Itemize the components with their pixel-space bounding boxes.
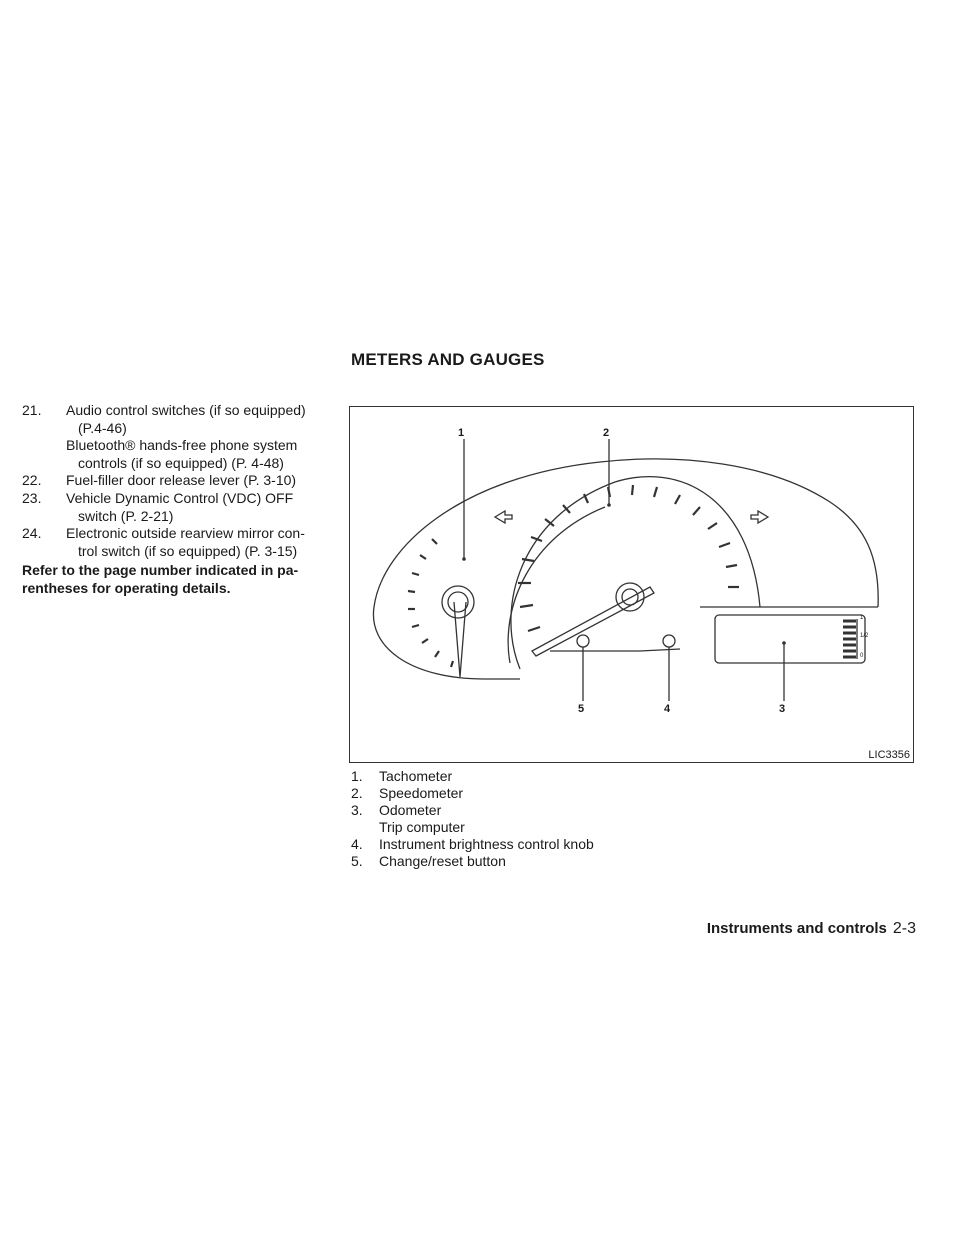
item-line: switch (P. 2-21)	[78, 507, 174, 524]
figure-code: LIC3356	[868, 749, 910, 761]
section-heading: METERS AND GAUGES	[351, 350, 545, 369]
legend-item	[351, 853, 751, 870]
legend-item	[351, 785, 751, 802]
instrument-cluster-figure	[349, 406, 914, 763]
page-number: 2-3	[892, 920, 916, 937]
page-footer	[707, 920, 916, 938]
list-item-22	[22, 472, 334, 490]
list-item-21	[22, 402, 334, 472]
item-line: trol switch (if so equipped) (P. 3-15)	[78, 542, 298, 559]
tachometer-hub	[442, 586, 474, 618]
legend-text: Odometer	[379, 802, 442, 818]
item-line: controls (if so equipped) (P. 4-48)	[78, 454, 284, 471]
list-item-23	[22, 490, 334, 525]
left-turn-arrow	[495, 511, 512, 523]
speedometer-ticks	[518, 485, 739, 631]
legend-number: 3.	[351, 802, 363, 818]
speedometer-hub	[616, 583, 644, 611]
callout-1: 1	[458, 427, 465, 439]
callout-4: 4	[664, 703, 671, 715]
callout-3: 3	[779, 703, 786, 715]
footer-section-title: Instruments and controls	[706, 920, 887, 937]
brightness-knob	[663, 635, 675, 647]
list-item-24	[22, 525, 334, 560]
cluster-outline	[373, 459, 878, 679]
legend-text: Instrument brightness control knob	[379, 836, 594, 852]
callout-2: 2	[603, 427, 610, 439]
legend-text: Change/reset button	[379, 853, 506, 869]
item-number: 21.	[22, 402, 42, 418]
figure-legend	[351, 768, 751, 870]
item-line: Bluetooth® hands-free phone system	[66, 437, 298, 454]
legend-text: Speedometer	[379, 785, 464, 801]
item-line: (P.4-46)	[78, 419, 127, 436]
odometer-display	[715, 615, 865, 663]
tachometer-ticks	[408, 539, 453, 667]
legend-number: 1.	[351, 768, 363, 784]
item-number: 22.	[22, 472, 42, 489]
item-number: 24.	[22, 525, 42, 542]
reset-button	[577, 635, 589, 647]
item-line: Vehicle Dynamic Control (VDC) OFF	[66, 489, 294, 506]
item-line: Fuel-filler door release lever (P. 3-10)	[66, 472, 297, 489]
callout-5: 5	[578, 703, 585, 715]
legend-number: 5.	[351, 853, 363, 869]
legend-text: Tachometer	[379, 768, 453, 784]
legend-number: 4.	[351, 836, 363, 852]
item-line: Electronic outside rearview mirror con-	[66, 525, 305, 542]
speedometer-arc	[511, 477, 760, 669]
legend-item	[351, 768, 751, 785]
fuel-empty-label: 0	[860, 653, 864, 659]
control-list	[22, 402, 334, 598]
fuel-half-label: 1/2	[860, 633, 869, 639]
legend-number: 2.	[351, 785, 363, 801]
cluster-illustration	[350, 407, 915, 764]
legend-continuation: Trip computer	[379, 819, 465, 835]
reference-note: Refer to the page number indicated in pa- rentheses for operating details.	[22, 562, 299, 596]
item-line: Audio control switches (if so equipped)	[66, 402, 306, 418]
fuel-full-label: 1	[860, 615, 864, 621]
legend-item	[351, 836, 751, 853]
item-number: 23.	[22, 489, 42, 506]
right-turn-arrow	[751, 511, 768, 523]
legend-item	[351, 802, 751, 836]
